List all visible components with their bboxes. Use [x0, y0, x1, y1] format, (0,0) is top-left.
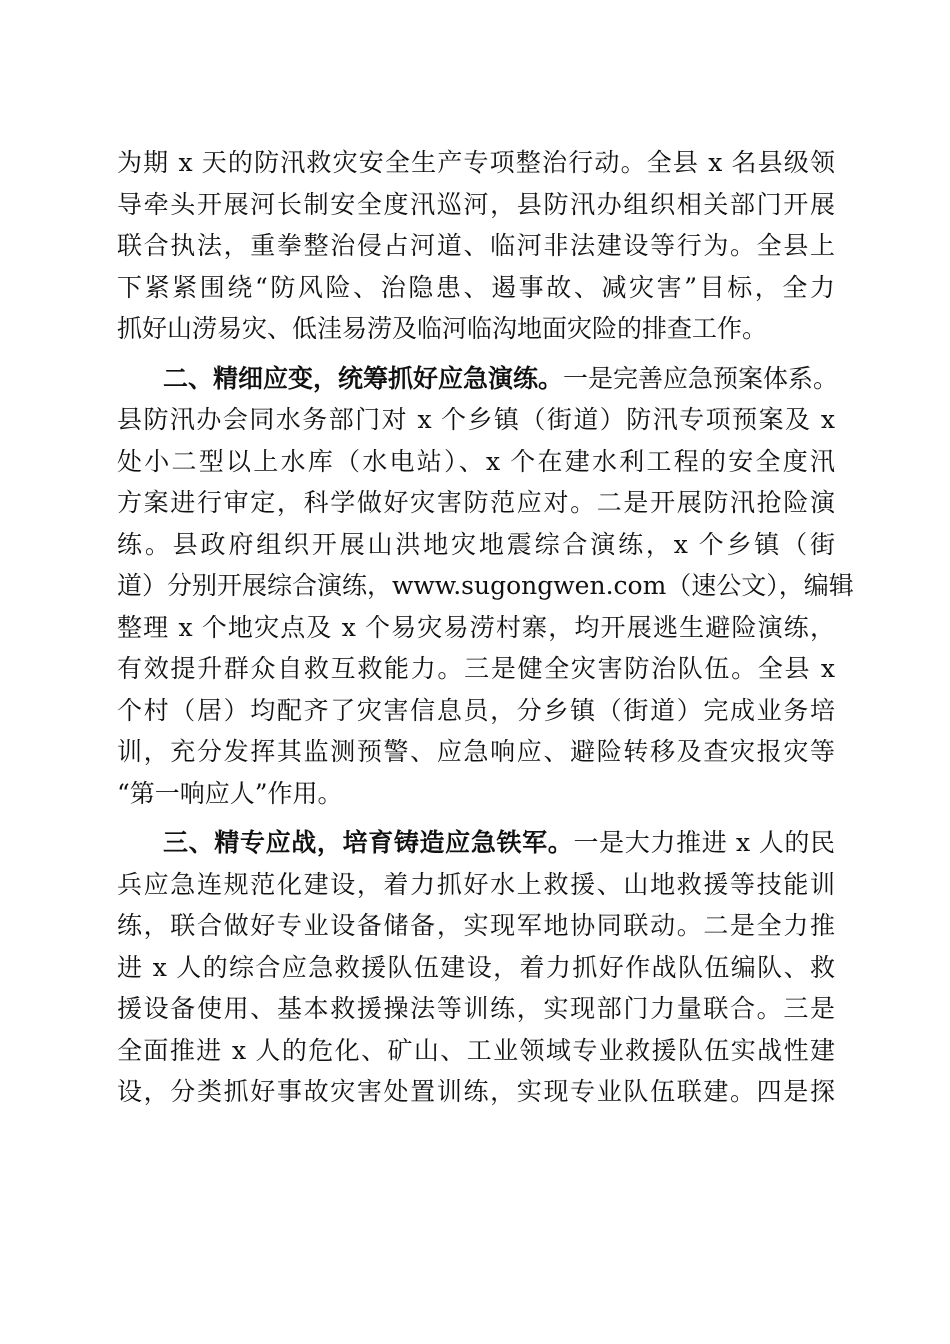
text-line: 援设备使用、基本救援操法等训练，实现部门力量联合。三是 — [117, 994, 835, 1023]
text-line: “第一响应人”作用。 — [117, 778, 343, 808]
text-line: 联合执法，重拳整治侵占河道、临河非法建设等行为。全县上 — [117, 231, 835, 260]
text-run: 一是大力推进 x 人的民 — [573, 828, 835, 857]
paragraph-3 — [117, 822, 835, 1113]
text-line: 兵应急连规范化建设，着力抓好水上救援、山地救援等技能训 — [117, 869, 835, 899]
text-line: 县防汛办会同水务部门对 x 个乡镇（街道）防汛专项预案及 x — [117, 405, 835, 434]
text-line: 练，联合做好专业设备储备，实现军地协同联动。二是全力推 — [117, 911, 835, 940]
text-line — [117, 358, 839, 400]
paragraph-1 — [117, 142, 835, 350]
text-run: 一是完善应急预案体系。 — [563, 363, 839, 393]
section-heading: 二、精细应变，统筹抓好应急演练。 — [163, 363, 564, 393]
text-line: 练。县政府组织开展山洪地灾地震综合演练，x 个乡镇（街 — [117, 529, 835, 559]
text-line: 导牵头开展河长制安全度汛巡河，县防汛办组织相关部门开展 — [117, 189, 835, 219]
text-line: 进 x 人的综合应急救援队伍建设，着力抓好作战队伍编队、救 — [117, 952, 835, 982]
text-line: 为期 x 天的防汛救灾安全生产专项整治行动。全县 x 名县级领 — [117, 148, 835, 177]
section-heading: 三、精专应战，培育铸造应急铁军。 — [163, 828, 574, 857]
text-line: 有效提升群众自救互救能力。三是健全灾害防治队伍。全县 x — [117, 654, 835, 683]
text-line — [117, 822, 835, 864]
text-line: 下紧紧围绕“防风险、治隐患、遏事故、减灾害”目标，全力 — [117, 272, 835, 302]
document-page — [117, 142, 854, 1121]
paragraph-2 — [117, 358, 854, 815]
text-line: 训，充分发挥其监测预警、应急响应、避险转移及查灾报灾等 — [117, 737, 835, 766]
text-line: 设，分类抓好事故灾害处置训练，实现专业队伍联建。四是探 — [117, 1077, 835, 1106]
text-line: 处小二型以上水库（水电站）、x 个在建水利工程的安全度汛 — [117, 446, 835, 476]
text-line: 道）分别开展综合演练，www.sugongwen.com（速公文），编辑 — [117, 571, 854, 600]
text-line: 抓好山涝易灾、低洼易涝及临河临沟地面灾险的排查工作。 — [117, 314, 768, 343]
text-line: 全面推进 x 人的危化、矿山、工业领域专业救援队伍实战性建 — [117, 1035, 835, 1065]
text-line: 整理 x 个地灾点及 x 个易灾易涝村寨，均开展逃生避险演练， — [117, 612, 835, 642]
text-line: 方案进行审定，科学做好灾害防范应对。二是开展防汛抢险演 — [117, 488, 835, 517]
text-line: 个村（居）均配齐了灾害信息员，分乡镇（街道）完成业务培 — [117, 695, 835, 725]
